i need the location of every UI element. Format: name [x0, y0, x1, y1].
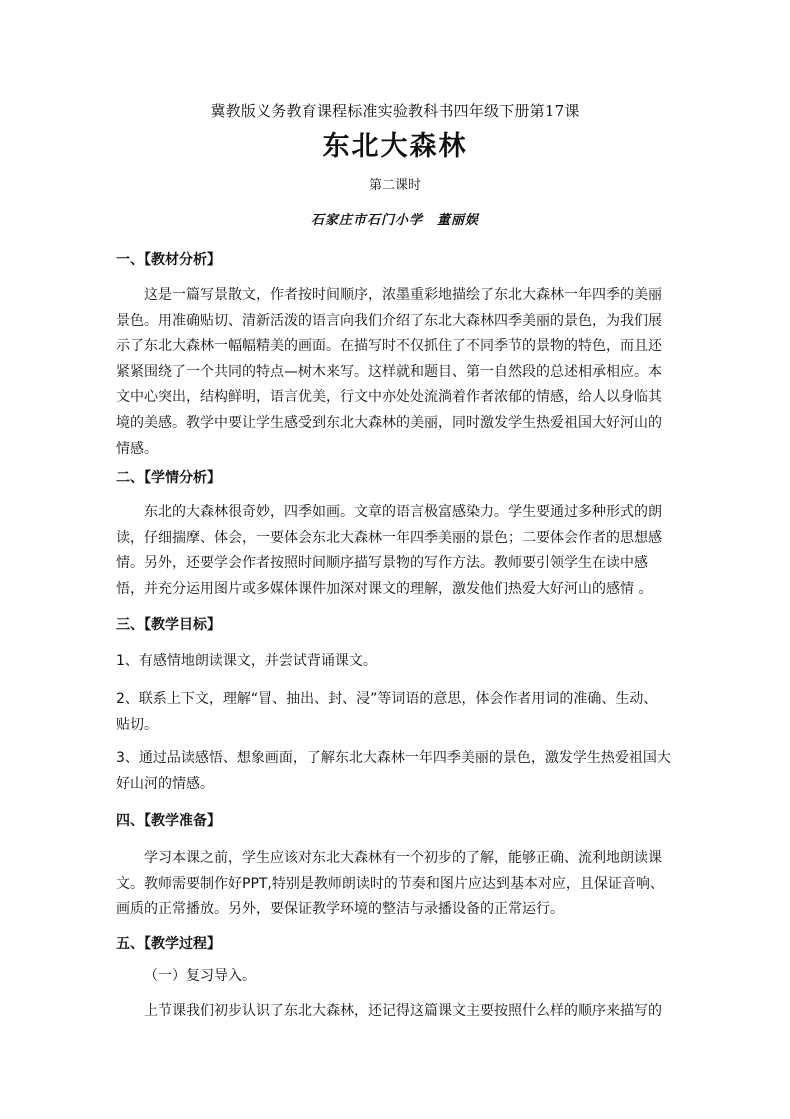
paragraph-line: 文。教师需要制作好PPT,特别是教师朗读时的节奏和图片应达到基本对应，且保证音响、: [116, 875, 664, 892]
paragraph-line: 读，仔细揣摩、体会，一要体会东北大森林一年四季美丽的景色；二要体会作者的思想感: [116, 529, 662, 546]
session-label: 第二课时: [368, 178, 421, 193]
goal-line: 好山河的情感。: [116, 775, 214, 792]
author-line: 石家庄市石门小学 董丽娱: [310, 213, 479, 228]
textbook-series-line: 冀教版义务教育课程标准实验教科书四年级下册第17课: [210, 102, 580, 120]
lesson-title: 东北大森林: [322, 131, 468, 162]
paragraph-line: 景色。用准确贴切、清新活泼的语言向我们介绍了东北大森林四季美丽的景色，为我们展: [116, 312, 662, 329]
textbook-analysis-paragraph: [116, 283, 672, 462]
subsection-heading-review: [116, 964, 672, 990]
learner-analysis-paragraph: [116, 500, 672, 602]
section-heading-teaching-goals: 三、【教学目标】: [116, 617, 221, 633]
paragraph-line: 境的美感。教学中要让学生感受到东北大森林的美丽，同时激发学生热爱祖国大好河山的: [116, 414, 662, 431]
paragraph-line: 紧紧围绕了一个共同的特点—树木来写。这样就和题目、第一自然段的总述相承相应。本: [116, 363, 662, 380]
paragraph-line: 情感。: [116, 440, 158, 457]
goal-item-3: [116, 746, 672, 797]
teaching-preparation-paragraph: [116, 846, 672, 923]
goal-line: 3、通过品读感悟、想象画面，了解东北大森林一年四季美丽的景色，激发学生热爱祖国大: [116, 750, 671, 766]
paragraph-line: 文中心突出，结构鲜明，语言优美，行文中亦处处流淌着作者浓郁的情感，给人以身临其: [116, 389, 662, 406]
paragraph-line: 情。另外，还要学会作者按照时间顺序描写景物的写作方法。教师要引领学生在读中感: [116, 555, 648, 572]
goal-line: 2、联系上下文，理解“冒、抽出、封、浸”等词语的意思，体会作者用词的准确、生动、: [116, 691, 658, 707]
section-heading-learner-analysis: 二、【学情分析】: [116, 470, 221, 486]
teaching-process-paragraph: [116, 999, 672, 1025]
goal-item-1: [116, 649, 672, 675]
paragraph-line: 上节课我们初步认识了东北大森林，还记得这篇课文主要按照什么样的顺序来描写的: [144, 1003, 662, 1019]
goal-line: 贴切。: [116, 716, 158, 733]
paragraph-line: 东北的大森林很奇妙，四季如画。文章的语言极富感染力。学生要通过多种形式的朗: [144, 504, 662, 520]
goal-line: 1、有感情地朗读课文，并尝试背诵课文。: [116, 653, 377, 669]
goal-item-2: [116, 687, 672, 738]
paragraph-line: 学习本课之前，学生应该对东北大森林有一个初步的了解，能够正确、流利地朗读课: [144, 850, 662, 866]
section-heading-teaching-process: 五、【教学过程】: [116, 936, 221, 952]
section-heading-textbook-analysis: 一、【教材分析】: [116, 252, 221, 268]
section-heading-teaching-preparation: 四、【教学准备】: [116, 813, 221, 829]
paragraph-line: 悟，并充分运用图片或多媒体课件加深对课文的理解，激发他们热爱大好河山的感情 。: [116, 580, 653, 597]
paragraph-line: 示了东北大森林一幅幅精美的画面。在描写时不仅抓住了不同季节的景物的特色，而且还: [116, 338, 662, 355]
subsection-line: （一）复习导入。: [144, 968, 256, 984]
paragraph-line: 这是一篇写景散文，作者按时间顺序，浓墨重彩地描绘了东北大森林一年四季的美丽: [144, 287, 662, 303]
paragraph-line: 画质的正常播放。另外，要保证教学环境的整洁与录播设备的正常运行。: [116, 901, 564, 918]
